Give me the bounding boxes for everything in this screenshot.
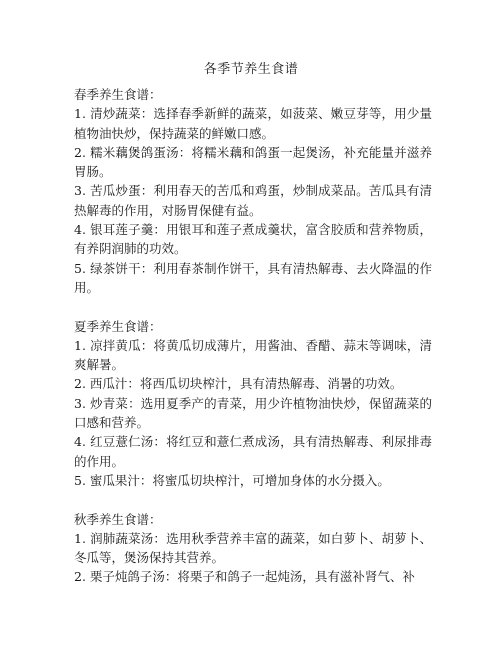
section-spring [74,85,432,297]
section-heading: 秋季养生食谱： [74,511,162,527]
recipe-item: 1. 凉拌黄瓜：将黄瓜切成薄片，用酱油、香醋、蒜末等调味，清爽解暑。 [74,337,432,373]
section-heading: 春季养生食谱： [74,87,162,102]
recipe-item: 1. 润肺蔬菜汤：选用秋季营养丰富的蔬菜，如白萝卜、胡萝卜、冬瓜等，煲汤保持其营养。 [74,530,432,566]
section-summer [74,317,432,491]
recipe-item: 2. 糯米藕煲鸽蛋汤：将糯米藕和鸽蛋一起煲汤，补充能量并滋养胃肠。 [74,144,432,180]
document-title: 各季节养生食谱 [203,62,299,77]
section-heading: 夏季养生食谱： [74,318,162,334]
recipe-item: 5. 蜜瓜果汁：将蜜瓜切块榨汁，可增加身体的水分摄入。 [74,472,390,488]
section-autumn [74,510,432,587]
recipe-item: 2. 西瓜汁：将西瓜切块榨汁，具有清热解毒、消暑的功效。 [74,376,403,392]
recipe-item: 3. 炒青菜：选用夏季产的青菜，用少许植物油快炒，保留蔬菜的口感和营养。 [74,395,432,431]
recipe-item: 3. 苦瓜炒蛋：利用春天的苦瓜和鸡蛋，炒制成菜品。苦瓜具有清热解毒的作用，对肠胃保健有益。 [74,183,432,218]
recipe-item: 1. 清炒蔬菜：选择春季新鲜的蔬菜，如菠菜、嫩豆芽等，用少量植物油快炒，保持蔬菜的鲜嫩口感。 [74,106,432,141]
recipe-item: 5. 绿茶饼干：利用春茶制作饼干，具有清热解毒、去火降温的作用。 [74,260,432,295]
recipe-item: 4. 红豆薏仁汤：将红豆和薏仁煮成汤，具有清热解毒、利尿排毒的作用。 [74,434,432,469]
document-body [74,85,432,606]
recipe-item: 2. 栗子炖鸽子汤：将栗子和鸽子一起炖汤，具有滋补肾气、补 [74,569,415,585]
recipe-item: 4. 银耳莲子羹：用银耳和莲子煮成羹状，富含胶质和营养物质，有养阴润肺的功效。 [74,222,432,257]
